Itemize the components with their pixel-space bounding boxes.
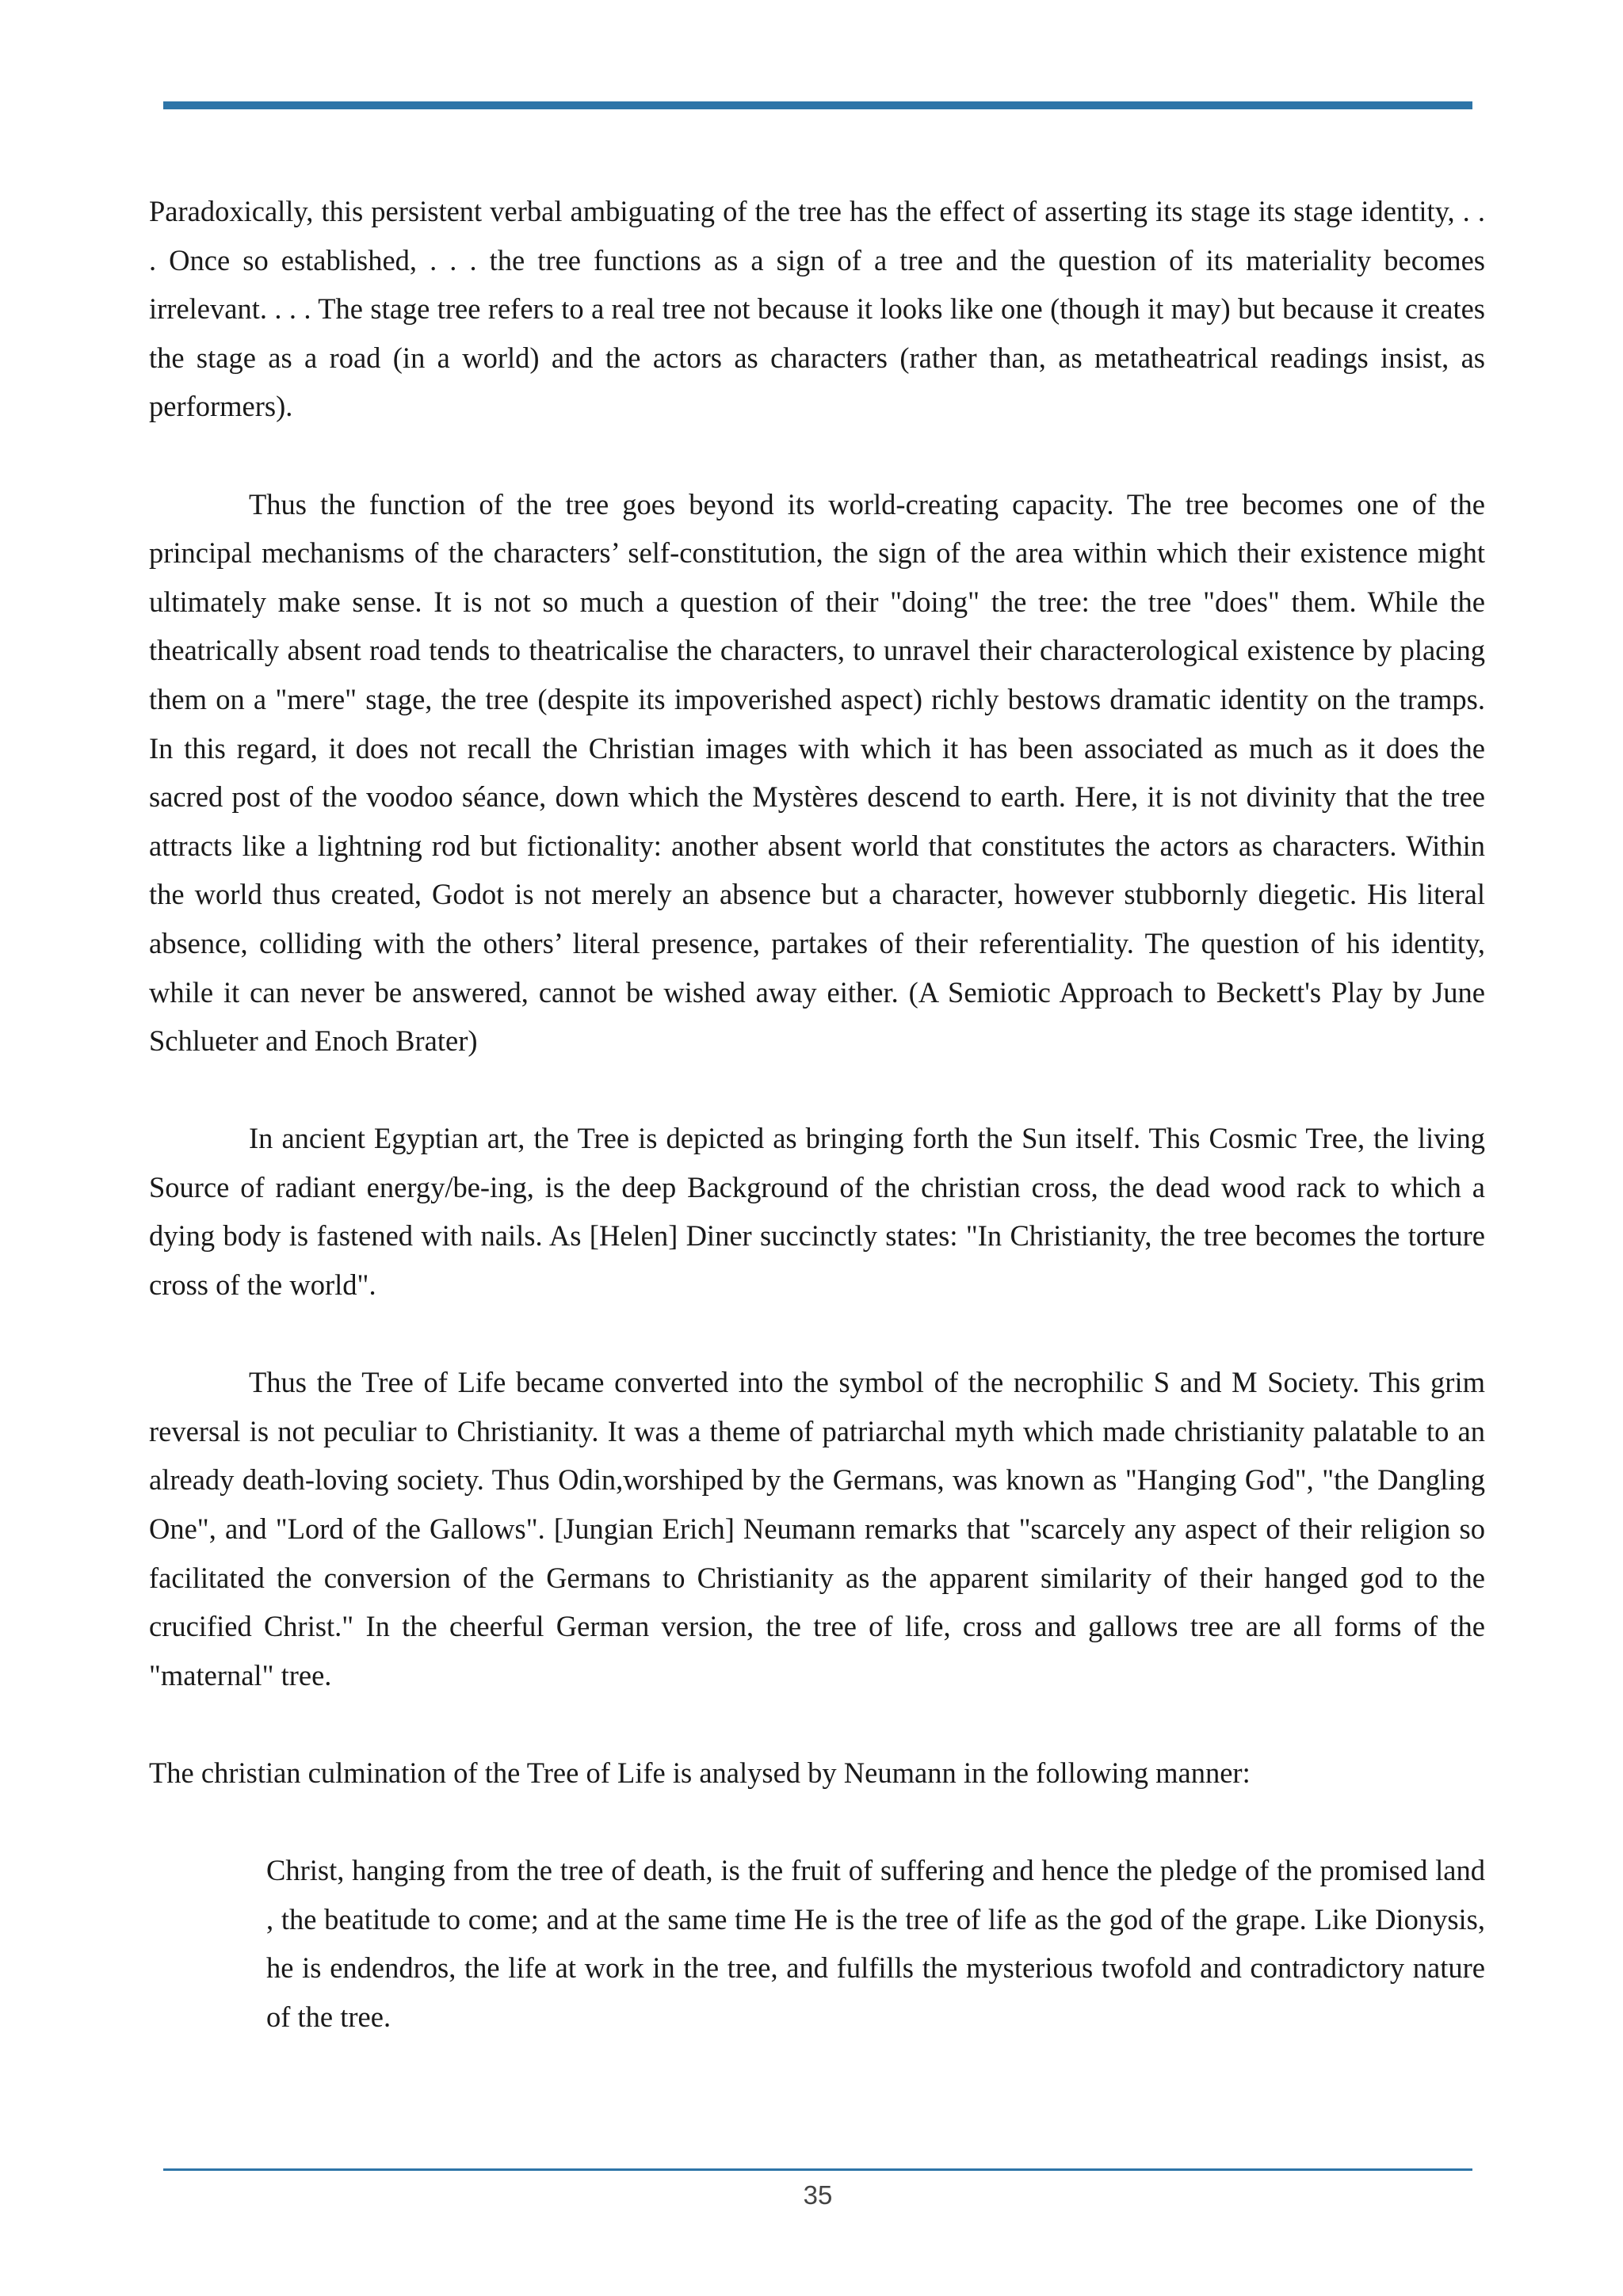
block-quote: Christ, hanging from the tree of death, is the fruit of suffering and hence the pledge of the promised land , the beatitude to come; and at the same time He is the tree of life as the god of the grape. Like Dionysis, he is endendros, the life at work in the tree, and fulfills the mysterious twofold and contradictory nature of the tree. [266,1854,1485,2033]
footer-rule [163,2168,1472,2171]
body-paragraph-4: Thus the Tree of Life became converted into the symbol of the necrophilic S and M Society. This grim reversal is not peculiar to Christianity. It was a theme of patriarchal myth which made christianity palatable to an already death-loving society. Thus Odin,worshiped by the Germans, was known as "Hanging God", "the Dangling One", and "Lord of the Gallows". [Jungian Erich] Neumann remarks that "scarcely any aspect of their religion so facilitated the conversion of the Germans to Christianity as the apparent similarity of their hanged god to the crucified Christ." In the cheerful German version, the tree of life, cross and gallows tree are all forms of the "maternal" tree. [149,1366,1485,1691]
header-rule [163,101,1472,109]
body-paragraph-5: The christian culmination of the Tree of Life is analysed by Neumann in the following manner: [149,1756,1251,1789]
page-body [149,187,1485,2042]
body-paragraph-1: Paradoxically, this persistent verbal ambiguating of the tree has the effect of asserting its stage its stage identity, . . . Once so established, . . . the tree functions as a sign of a tree and the question of its materiality becomes irrelevant. . . . The stage tree refers to a real tree not because it looks like one (though it may) but because it creates the stage as a road (in a world) and the actors as characters (rather than, as metatheatrical readings insist, as performers). [149,195,1485,423]
body-paragraph-3: In ancient Egyptian art, the Tree is depicted as bringing forth the Sun itself. This Cosmic Tree, the living Source of radiant energy/be-ing, is the deep Background of the christian cross, the dead wood rack to which a dying body is fastened with nails. As [Helen] Diner succinctly states: "In Christianity, the tree becomes the torture cross of the world". [149,1122,1485,1302]
body-paragraph-2: Thus the function of the tree goes beyond its world-creating capacity. The tree becomes one of the principal mechanisms of the characters’ self-constitution, the sign of the area within which their existence might ultimately make sense. It is not so much a question of their "doing" the tree: the tree "does" them. While the theatrically absent road tends to theatricalise the characters, to unravel their characterological existence by placing them on a "mere" stage, the tree (despite its impoverished aspect) richly bestows dramatic identity on the tramps. In this regard, it does not recall the Christian images with which it has been associated as much as it does the sacred post of the voodoo séance, down which the Mystères descend to earth. Here, it is not divinity that the tree attracts like a lightning rod but fictionality: another absent world that constitutes the actors as characters. Within the world thus created, Godot is not merely an absence but a character, however stubbornly diegetic. His literal absence, colliding with the others’ literal presence, partakes of their referentiality. The question of his identity, while it can never be answered, cannot be wished away either. (A Semiotic Approach to Beckett's Play by June Schlueter and Enoch Brater) [149,487,1485,1058]
page-number: 35 [803,2180,833,2210]
